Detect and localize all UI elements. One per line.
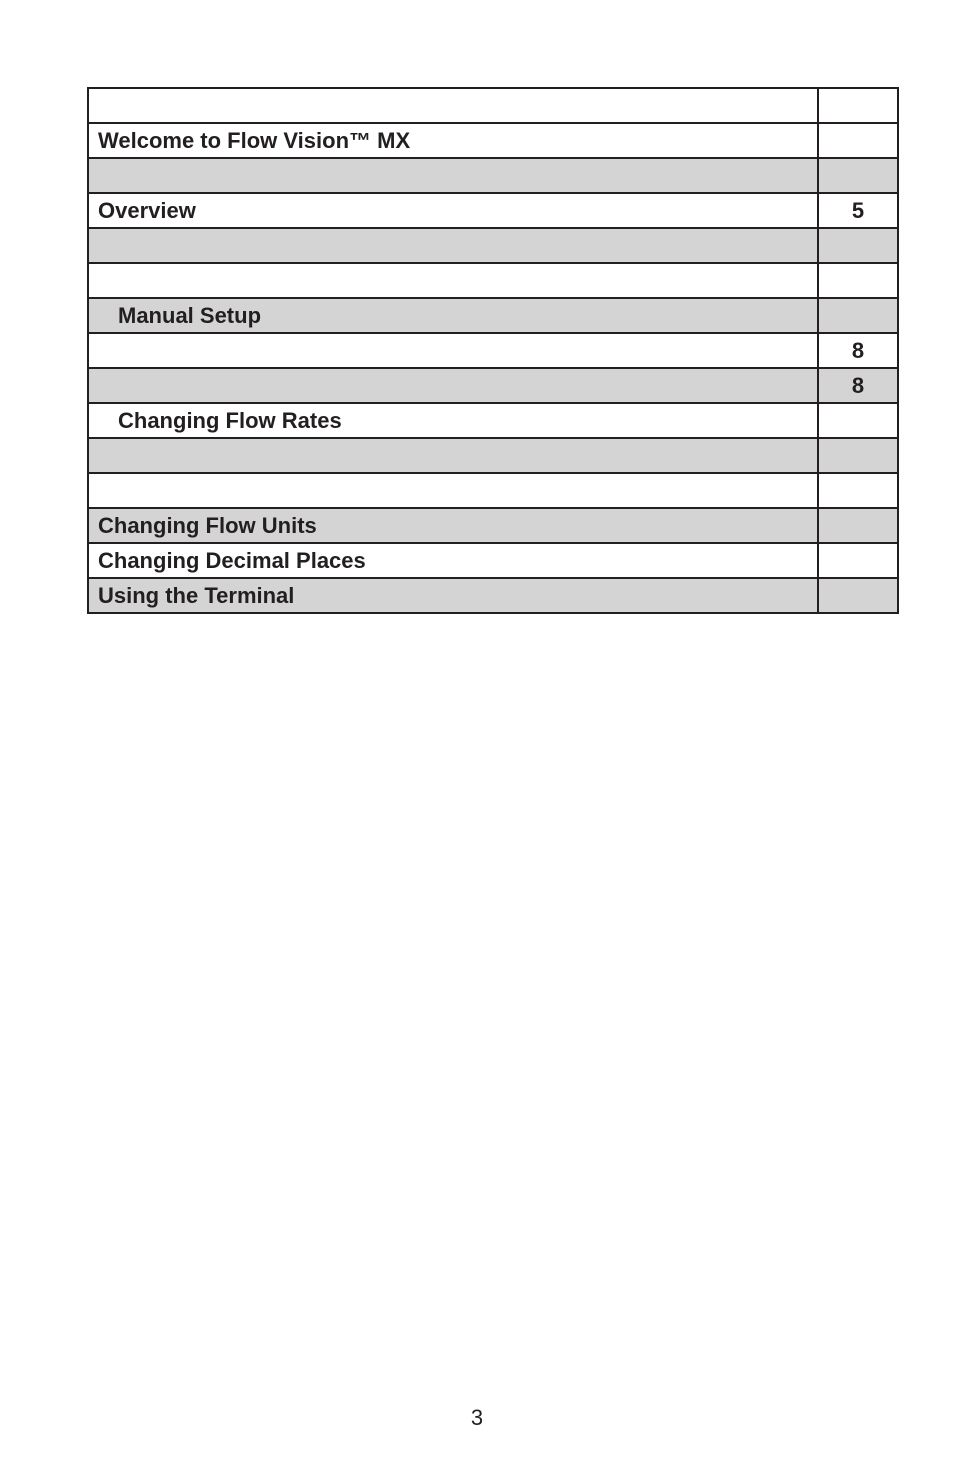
toc-entry-page: [818, 473, 898, 508]
toc-entry-title: [88, 158, 818, 193]
table-of-contents: [87, 87, 899, 614]
toc-entry-page: [818, 263, 898, 298]
toc-row: [88, 228, 898, 263]
toc-entry-title: [88, 88, 818, 123]
toc-row: [88, 403, 898, 438]
page-number: 3: [470, 1405, 484, 1430]
toc-entry-page: [818, 123, 898, 158]
toc-entry-page: 5: [818, 193, 898, 228]
toc-entry-page: [818, 228, 898, 263]
toc-entry-title: [88, 333, 818, 368]
toc-entry-page: [818, 158, 898, 193]
toc-row: [88, 298, 898, 333]
toc-entry-page: [818, 403, 898, 438]
toc-row: [88, 333, 898, 368]
toc-entry-page: [818, 508, 898, 543]
toc-row: [88, 578, 898, 613]
toc-entry-title: Overview: [88, 193, 818, 228]
toc-entry-page: 8: [818, 368, 898, 403]
toc-row: [88, 508, 898, 543]
toc-entry-title: Manual Setup: [88, 298, 818, 333]
toc-row: [88, 263, 898, 298]
toc-entry-title: [88, 473, 818, 508]
toc-entry-page: [818, 438, 898, 473]
toc-entry-page: 8: [818, 333, 898, 368]
toc-entry-title: [88, 368, 818, 403]
toc-entry-page: [818, 88, 898, 123]
toc-row: [88, 193, 898, 228]
toc-entry-title: Welcome to Flow Vision™ MX: [88, 123, 818, 158]
toc-entry-title: Changing Decimal Places: [88, 543, 818, 578]
toc-row: [88, 543, 898, 578]
toc-row: [88, 368, 898, 403]
toc-entry-page: [818, 578, 898, 613]
toc-row: [88, 473, 898, 508]
toc-row: [88, 88, 898, 123]
toc-entry-title: [88, 228, 818, 263]
toc-entry-title: Changing Flow Rates: [88, 403, 818, 438]
toc-row: [88, 438, 898, 473]
toc-row: [88, 158, 898, 193]
toc-entry-title: Changing Flow Units: [88, 508, 818, 543]
toc-entry-title: [88, 438, 818, 473]
toc-entry-title: Using the Terminal: [88, 578, 818, 613]
toc-row: [88, 123, 898, 158]
toc-entry-page: [818, 543, 898, 578]
toc-entry-page: [818, 298, 898, 333]
toc-entry-title: [88, 263, 818, 298]
